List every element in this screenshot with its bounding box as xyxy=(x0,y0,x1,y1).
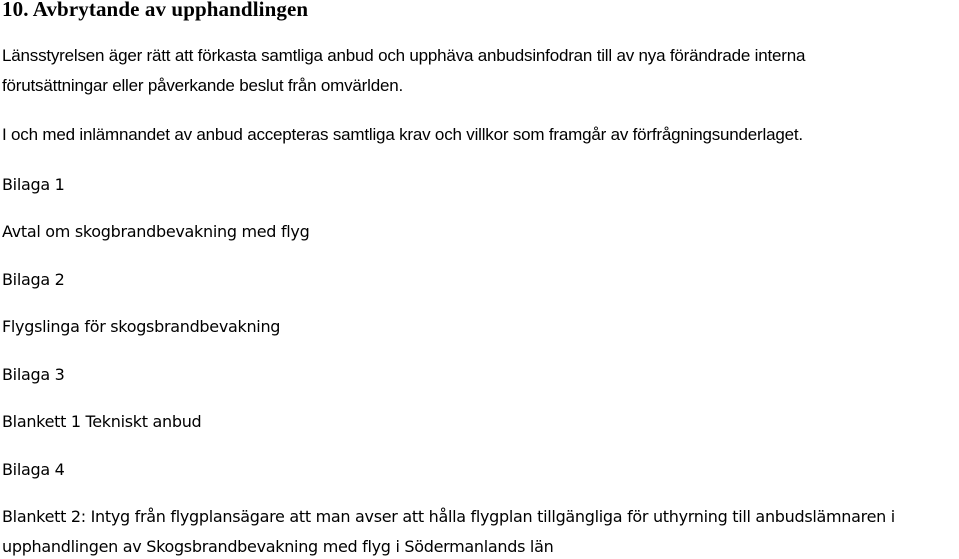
paragraph-text: förutsättningar eller påverkande beslut från omvärlden. xyxy=(2,76,404,95)
attachment-title: Avtal om skogbrandbevakning med flyg xyxy=(2,222,310,241)
attachment-title: Blankett 1 Tekniskt anbud xyxy=(2,412,202,431)
attachment-title: Flygslinga för skogsbrandbevakning xyxy=(2,317,281,336)
attachment-label: Bilaga 4 xyxy=(2,460,65,479)
section-heading: 10. Avbrytande av upphandlingen xyxy=(2,0,309,21)
paragraph-text: Länsstyrelsen äger rätt att förkasta samtliga anbud och upphäva anbudsinfodran till av nya förändrade interna xyxy=(2,46,806,65)
attachment-title: upphandlingen av Skogsbrandbevakning med flyg i Södermanlands län xyxy=(2,537,554,556)
paragraph-text: I och med inlämnandet av anbud accepteras samtliga krav och villkor som framgår av förfrågningsunderlaget. xyxy=(2,125,803,144)
attachment-label: Bilaga 1 xyxy=(2,175,65,194)
attachment-label: Bilaga 3 xyxy=(2,365,65,384)
attachment-label: Bilaga 2 xyxy=(2,270,65,289)
attachment-title: Blankett 2: Intyg från flygplansägare att man avser att hålla flygplan tillgängliga för uthyrning till anbudslämnaren i xyxy=(2,507,895,526)
